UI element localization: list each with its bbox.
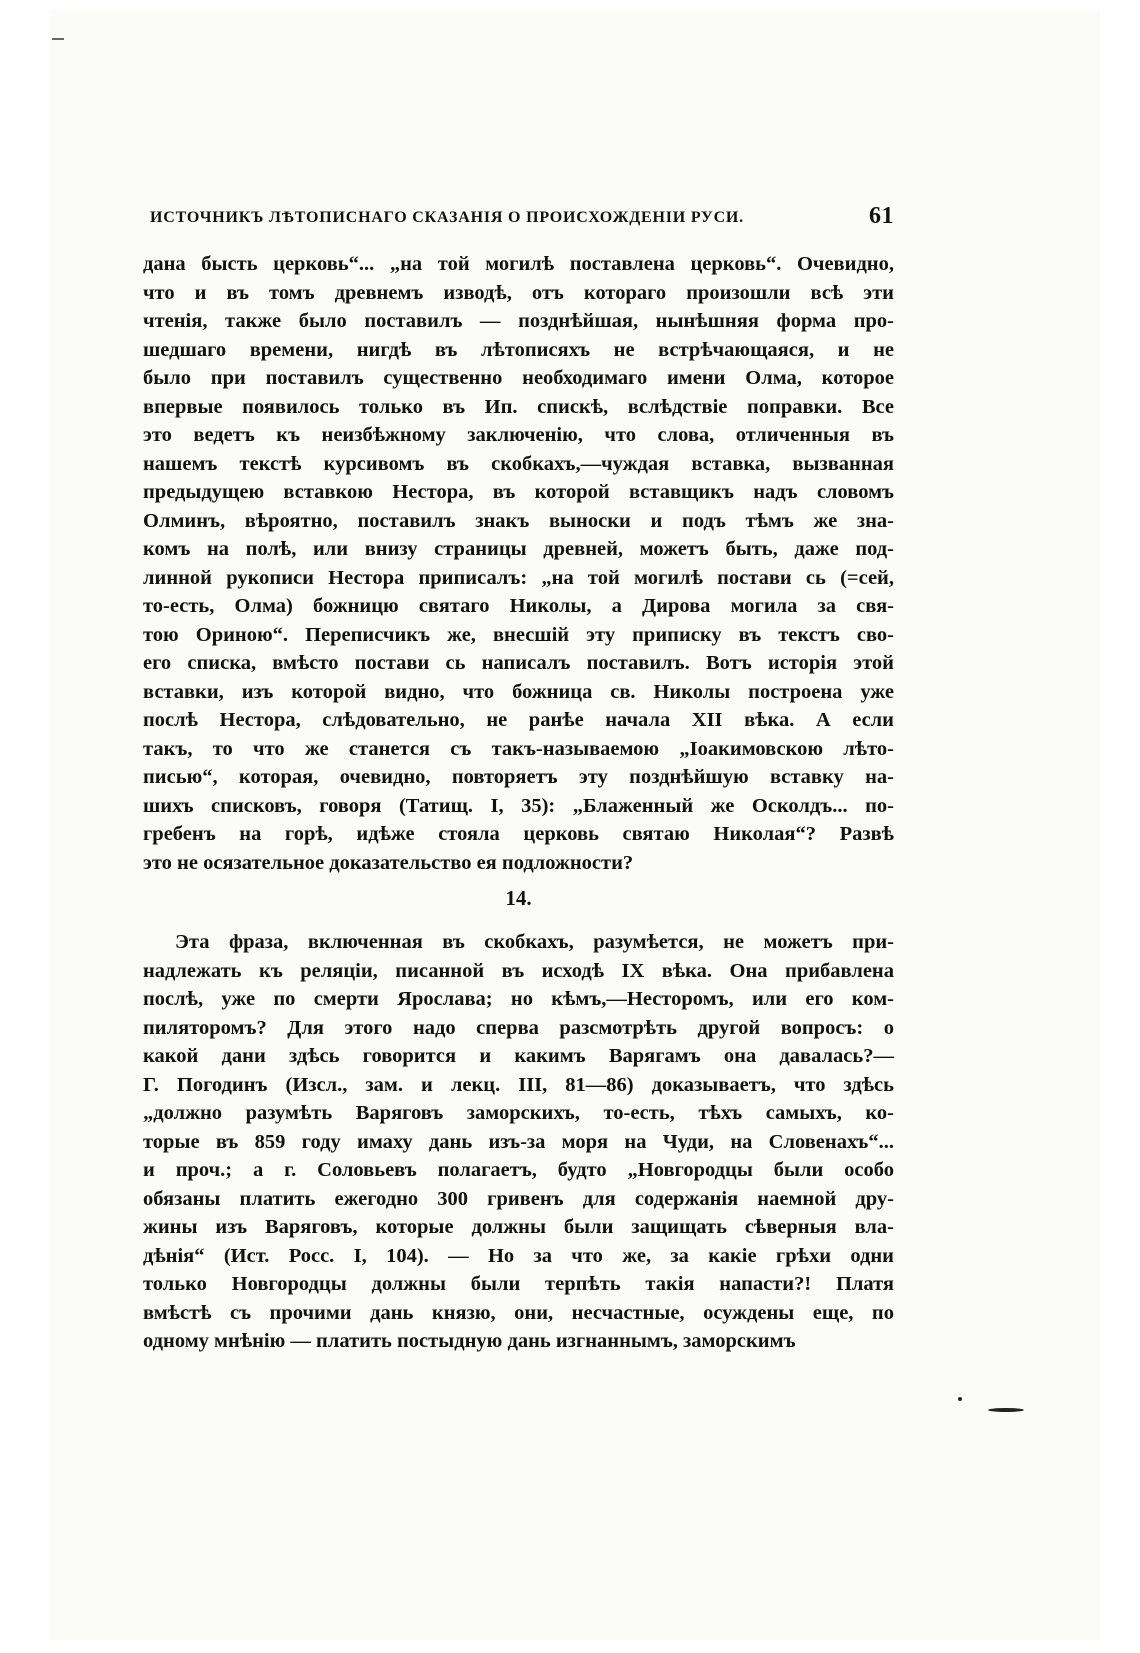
text-line: что и въ томъ древнемъ изводѣ, отъ котораго произошли всѣ эти (143, 281, 894, 304)
text-line: одному мнѣнію — платить постыдную дань изгнаннымъ, заморскимъ (143, 1330, 796, 1352)
text-line: дѣнія“ (Ист. Росс. I, 104). — Но за что же, за какіе грѣхи одни (143, 1244, 894, 1267)
margin-mark (52, 38, 64, 40)
text-line: надлежать къ реляціи, писанной въ исходѣ IX вѣка. Она прибавлена (143, 959, 894, 982)
text-line: гребенъ на горѣ, идѣже стояла церковь святаю Николая“? Развѣ (143, 823, 894, 845)
text-line: комъ на полѣ, или внизу страницы древней, можетъ быть, даже под- (143, 538, 894, 560)
paragraph-section-14 (143, 928, 894, 1356)
text-line: пиляторомъ? Для этого надо сперва разсмотрѣть другой вопросъ: о (143, 1016, 894, 1039)
ink-dot (958, 1397, 962, 1401)
section-number: 14. (505, 886, 532, 910)
text-line: шедшаго времени, нигдѣ въ лѣтописяхъ не встрѣчающаяся, и не (143, 338, 894, 361)
text-line: впервые появилось только въ Ип. спискѣ, вслѣдствіе поправки. Все (143, 395, 894, 418)
ink-smudge (988, 1408, 1024, 1412)
text-line: обязаны платить ежегодно 300 гривенъ для содержанія наемной дру- (143, 1187, 894, 1210)
running-header (150, 203, 894, 229)
text-line: чтенія, также было поставилъ — позднѣйшая, нынѣшняя форма про- (143, 310, 894, 332)
text-line: шихъ списковъ, говоря (Татищ. I, 35): „Блаженный же Осколдъ... по- (143, 794, 894, 817)
text-line: писью“, которая, очевидно, повторяетъ эту позднѣйшую вставку на- (143, 766, 894, 788)
text-line: вставки, изъ которой видно, что божница св. Николы построена уже (143, 680, 894, 703)
text-line: это не осязательное доказательство ея подложности? (143, 851, 634, 874)
text-line: какой дани здѣсь говорится и какимъ Варягамъ она давалась?— (143, 1045, 894, 1067)
text-line: было при поставилъ существенно необходимаго имени Олма, которое (143, 367, 894, 389)
text-line: дана бысть церковь“... „на той могилѣ поставлена церковь“. Очевидно, (143, 253, 894, 275)
text-line: Олминъ, вѣроятно, поставилъ знакъ выноски и подъ тѣмъ же зна- (143, 509, 894, 532)
text-line: Г. Погодинъ (Изсл., зам. и лекц. III, 81—86) доказываетъ, что здѣсь (143, 1073, 894, 1096)
text-line: такъ, то что же станется съ такъ-называемою „Іоакимовскою лѣто- (143, 737, 894, 760)
text-line: послѣ Нестора, слѣдовательно, не ранѣе начала XII вѣка. А если (143, 709, 894, 731)
text-line: жины изъ Варяговъ, которые должны были защищать сѣверныя вла- (143, 1216, 894, 1238)
text-line: нашемъ текстѣ курсивомъ въ скобкахъ,—чуждая вставка, вызванная (143, 452, 894, 475)
paragraph-continued (143, 250, 894, 877)
text-line: Эта фраза, включенная въ скобкахъ, разумѣется, не можетъ при- (175, 931, 894, 953)
text-line: тою Ориною“. Переписчикъ же, внесшій эту приписку въ текстъ сво- (143, 623, 894, 646)
text-line: предыдущею вставкою Нестора, въ которой вставщикъ надъ словомъ (143, 481, 894, 503)
page-number: 61 (869, 203, 894, 229)
text-line: это ведетъ къ неизбѣжному заключенію, что слова, отличенныя въ (143, 424, 894, 446)
text-line: только Новгородцы должны были терпѣть такія напасти?! Платя (143, 1273, 894, 1295)
text-line: послѣ, уже по смерти Ярослава; но кѣмъ,—Несторомъ, или его ком- (143, 988, 894, 1010)
text-line: то-есть, Олма) божницю святаго Николы, а Дирова могила за свя- (143, 595, 894, 617)
text-line: его списка, вмѣсто постави сь написалъ поставилъ. Вотъ исторія этой (143, 652, 894, 674)
text-line: линной рукописи Нестора приписалъ: „на той могилѣ постави сь (=сей, (143, 566, 894, 589)
text-line: и проч.; а г. Соловьевъ полагаетъ, будто „Новгородцы были особо (143, 1159, 894, 1181)
running-title: ИСТОЧНИКЪ ЛѢТОПИСНАГО СКАЗАНІЯ О ПРОИСХОЖДЕНІИ РУСИ. (150, 209, 744, 226)
text-line: торые въ 859 году имаху дань изъ-за моря на Чуди, на Словенахъ“... (143, 1130, 894, 1153)
text-line: вмѣстѣ съ прочими дань князю, они, несчастные, осуждены еще, по (143, 1301, 894, 1324)
text-line: „должно разумѣть Варяговъ заморскихъ, то-есть, тѣхъ самыхъ, ко- (143, 1102, 894, 1124)
